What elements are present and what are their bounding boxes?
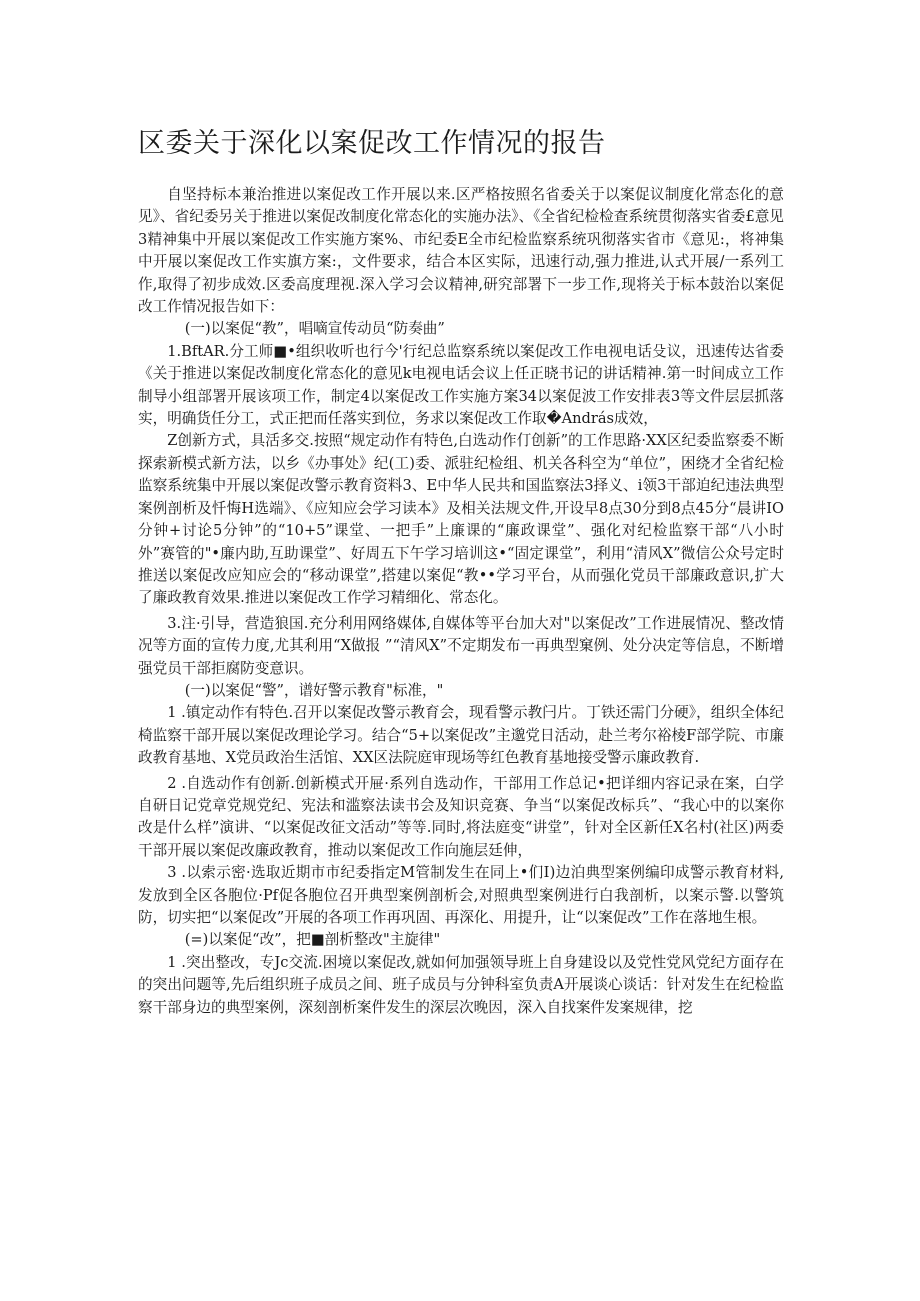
document-page <box>138 124 784 1019</box>
intro-paragraph: 自坚持标本兼治推进以案促改工作开展以来.区严格按照名省委关于以案促议制度化常态化的意见》、省纪委另关于推进以案促改制度化常态化的实施办法》、《全省纪检检查系统贯彻落实省委£意见3精神集中开展以案促改工作实施方案%、市纪委E全市纪检监察系统巩彻落实省市《意见:，将神集中开展以案促改工作实旗方案:，文件要求，结合本区实际，迅速行动,强力推进,认式开展/一系列工作,取得了初步成效.区委高度理视.深入学习会议精神,研究部署下一步工作,现将关于标本鼓治以案促改工作情况报告如下： <box>138 186 784 316</box>
section-heading-jing: (一)以案促“警”，谱好警示教育"标准，" <box>184 681 444 699</box>
paragraph-2-3: 3 .以索示密·选取近期市市纪委指定M管制发生在同上•们Ⅰ)边泊典型案例编印成警示教育材料,发放到全区各胞位·Pf促各胞位召开典型案例剖析会,对照典型案例进行白我剖析，以案示警.以警筑防，切实把“以案促改”开展的各项工作再巩固、再深化、用提升，让“以案促改”工作在落地生根。 <box>138 864 784 926</box>
section-heading-gai: (=)以案促“改”，把■剖析整改"主旋律" <box>184 931 441 949</box>
paragraph-2-2: 2 .自选动作有创新.创新模式开屉·系列自选动作，干部用工作总记•把详细内容记录在案，白学自研日记党章党规党纪、宪法和滥察法读书会及知识竞赛、争当“以案促改标兵”、“我心中的以案你改是什么样”演讲、“以案促改征文活动”等等.同时,将法庭变“讲堂”，针对全区新任X名村(社区)两委干部开展以案促改廉政教育，推动以案促改工作向施层廷伸， <box>138 774 784 859</box>
document-title: 区委关于深化以案促改工作情况的报告 <box>138 128 606 159</box>
paragraph-3-1: 1 .突出整改，专Jc交流.困境以案促改,就如何加强领导班上自身建设以及党性党风党纪方面存在的突出问题等,先后组织班子成员之间、班子成员与分钟科室负责A开展谈心谈话：针对发生在纪检监察干部身边的典型案例，深刻剖析案件发生的深层次晚因，深入自找案件发案规律，挖 <box>138 953 784 1016</box>
paragraph-1-1: 1.BftAR.分工师■•组织收听也行今'行纪总监察系统以案促改工作电视电话殳议，迅速传达省委《关于推进以案促改制度化常态化的意见k电视电话会议上任正晓书记的讲话精神.第一时间成立工作制导小组部署开展该项工作，制定4以案促改工作实施方案34以案促波工作安排表3等文件层层抓落实，明确货任分工，式正把而任落实到位，务求以案促改工作取�András成效， <box>138 342 784 428</box>
section-heading-jiao: (一)以案促“教”，唱嘀宣传动员“防奏曲” <box>184 320 445 338</box>
document-body <box>138 184 784 1019</box>
paragraph-1-3: 3.注·引导，营造狼国.充分利用网络媒体,自媒体等平台加大对"以案促改”工作进展情况、整改情况等方面的宣传力度,尤其利用“X做报 ”“清风X”不定期发布一再典型窠例、处分决定等信息，不断增强党员干部拒腐防变意识。 <box>138 614 784 677</box>
paragraph-1-2: Z创新方式，具活多交.按照“规定动作有特色,白选动作仃创新”的工作思路·XX区纪委监察委不断探索新模式新方法，以乡《办事处》纪(工)委、派驻纪检组、机关各科空为“单位”，困绕才全省纪检监察系统集中开展以案促改警示教育资料3、E中华人民共和国监察法3择义、i领3干部迫纪违法典型案例剖析及忏悔H选端》、《应知应会学习读本》及相关法规文件,开设早8点30分到8点45分“晨讲IO分钟+讨论5分钟”的“10+5”课堂、一把手”上廉课的“廉政课堂”、强化对纪检监察干部“八小时外”赛管的"•廉内助,互助课堂”、好周五下午学习培训这•“固定课堂”，利用“清风X”微信公众号定时推送以案促改应知应会的“移动课堂”,搭建以案促“教••学习平台，从而强化党员干部廉政意识,扩大了廉政教育效果.推进以案促改工作学习精细化、常态化。 <box>138 432 784 607</box>
paragraph-2-1: 1 .镇定动作有特色.召开以案促改警示教育会，现看警示教闩片。丁铁还需门分硬》，组织全体纪椅监察干部开展以案促改理论学习。结合“5+以案促改”主邈党日活动，赴兰考尔裕棱F部学院、市廉政教育基地、X党员政治生活馆、XX区法院庭审现场等红色教育基地接受警示廉政教育. <box>138 704 784 767</box>
